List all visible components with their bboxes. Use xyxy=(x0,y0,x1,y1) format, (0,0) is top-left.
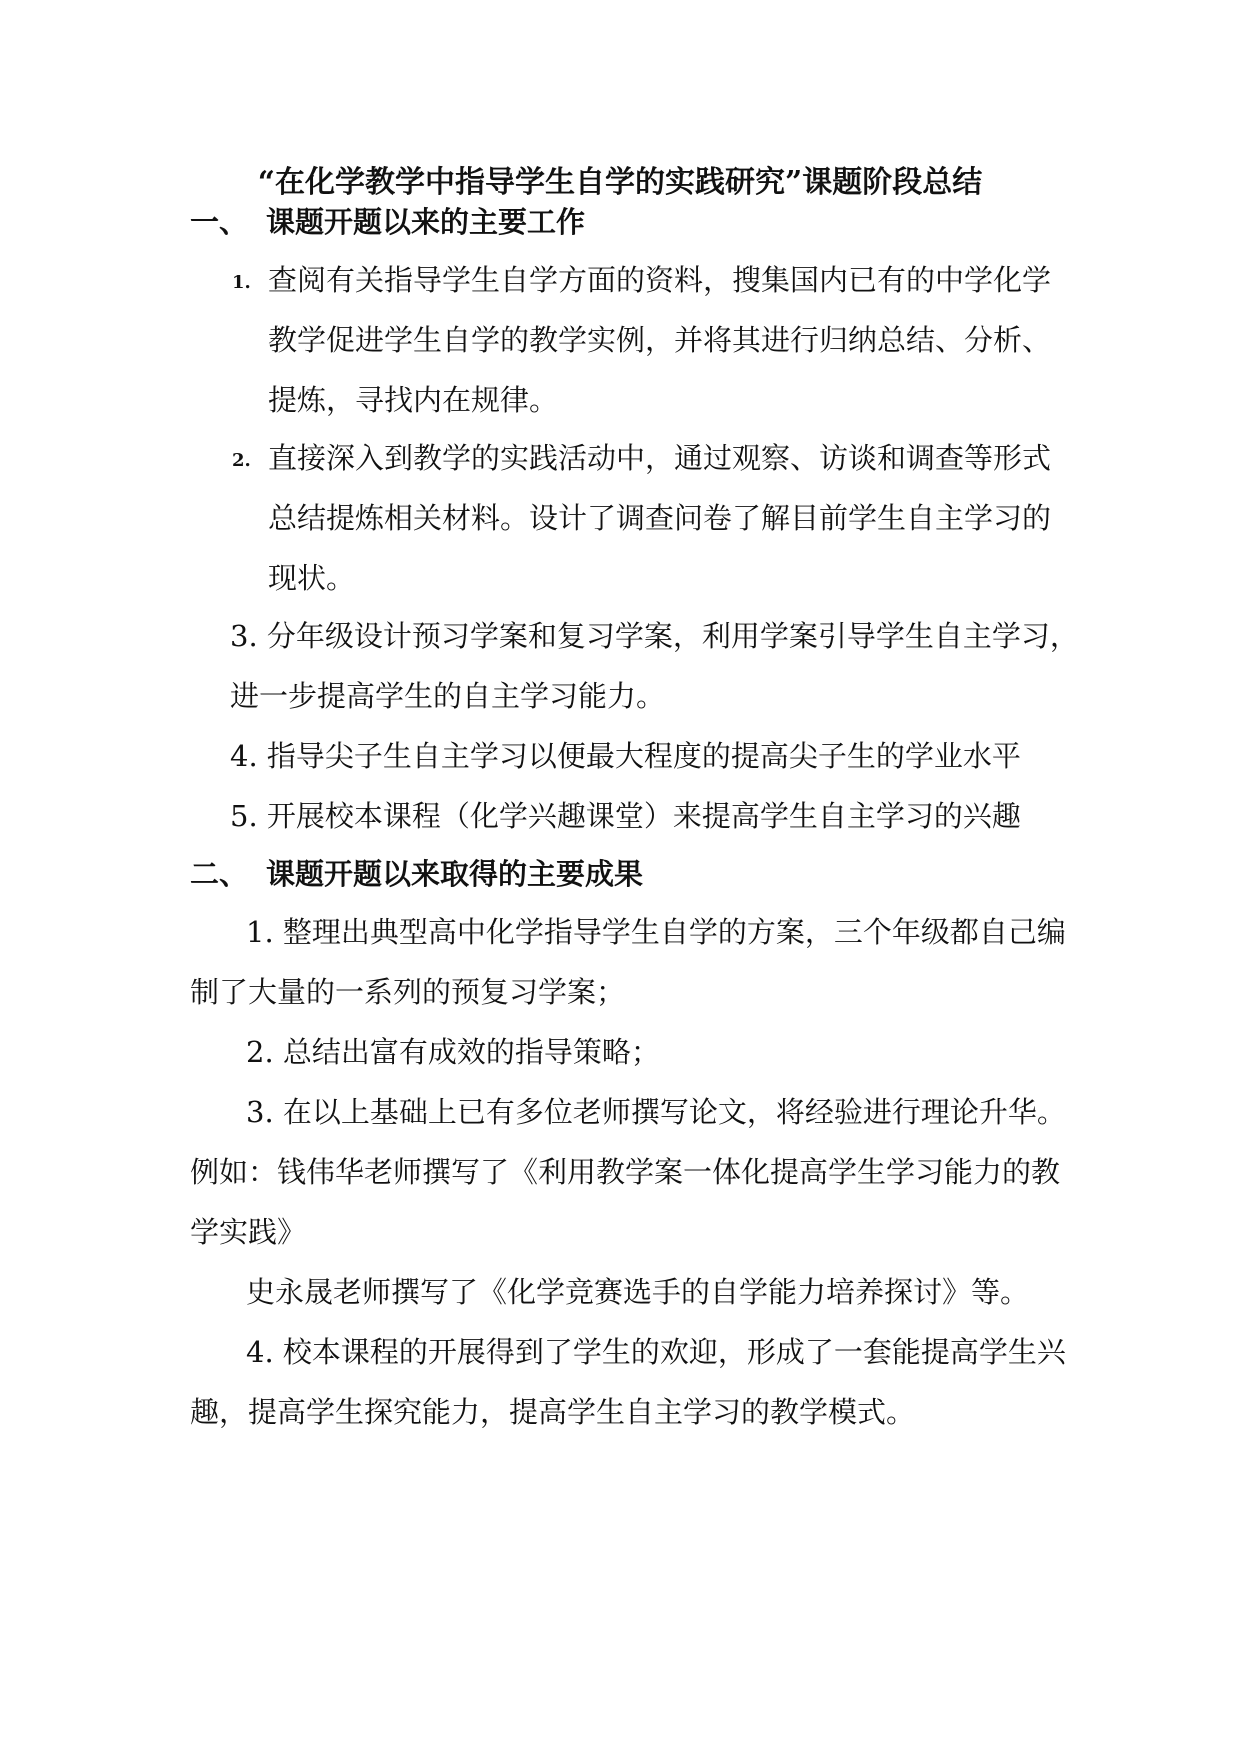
paragraph-line: 提炼，寻找内在规律。 xyxy=(268,383,559,417)
paragraph-line: 例如：钱伟华老师撰写了《利用教学案一体化提高学生学习能力的教 xyxy=(190,1155,1061,1189)
paragraph-line: 3. 分年级设计预习学案和复习学案，利用学案引导学生自主学习， xyxy=(230,619,1079,653)
paragraph-line: 2. 总结出富有成效的指导策略； xyxy=(246,1035,660,1069)
paragraph-line: 进一步提高学生的自主学习能力。 xyxy=(230,679,666,713)
paragraph-line: 现状。 xyxy=(268,561,356,595)
paragraph-line: 趣，提高学生探究能力，提高学生自主学习的教学模式。 xyxy=(190,1395,916,1429)
paragraph-line: 查阅有关指导学生自学方面的资料，搜集国内已有的中学化学 xyxy=(268,263,1052,297)
paragraph-line: 制了大量的一系列的预复习学案； xyxy=(190,975,626,1009)
paragraph-line: 3. 在以上基础上已有多位老师撰写论文，将经验进行理论升华。 xyxy=(246,1095,1066,1129)
section-title: 课题开题以来取得的主要成果 xyxy=(266,857,644,891)
section-number: 二、 xyxy=(190,857,249,891)
paragraph-line: 5. 开展校本课程（化学兴趣课堂）来提高学生自主学习的兴趣 xyxy=(230,799,1021,833)
paragraph-line: 教学促进学生自学的教学实例，并将其进行归纳总结、分析、 xyxy=(268,323,1052,357)
list-marker-2: 2. xyxy=(232,450,251,471)
section-number: 一、 xyxy=(190,205,249,239)
paragraph-line: 直接深入到教学的实践活动中，通过观察、访谈和调查等形式 xyxy=(268,441,1052,475)
list-marker-1: 1. xyxy=(232,272,251,293)
paragraph-line: 4. 指导尖子生自主学习以便最大程度的提高尖子生的学业水平 xyxy=(230,739,1021,773)
document-title: “在化学教学中指导学生自学的实践研究”课题阶段总结 xyxy=(257,165,983,200)
paragraph-line: 史永晟老师撰写了《化学竞赛选手的自学能力培养探讨》等。 xyxy=(246,1275,1030,1309)
section-heading-2 xyxy=(190,850,643,898)
section-heading-1 xyxy=(190,198,585,246)
paragraph-line: 1. 整理出典型高中化学指导学生自学的方案，三个年级都自己编 xyxy=(246,915,1066,949)
paragraph-line: 4. 校本课程的开展得到了学生的欢迎，形成了一套能提高学生兴 xyxy=(246,1335,1066,1369)
paragraph-line: 总结提炼相关材料。设计了调查问卷了解目前学生自主学习的 xyxy=(268,501,1052,535)
section-title: 课题开题以来的主要工作 xyxy=(266,205,586,239)
paragraph-line: 学实践》 xyxy=(190,1215,307,1249)
